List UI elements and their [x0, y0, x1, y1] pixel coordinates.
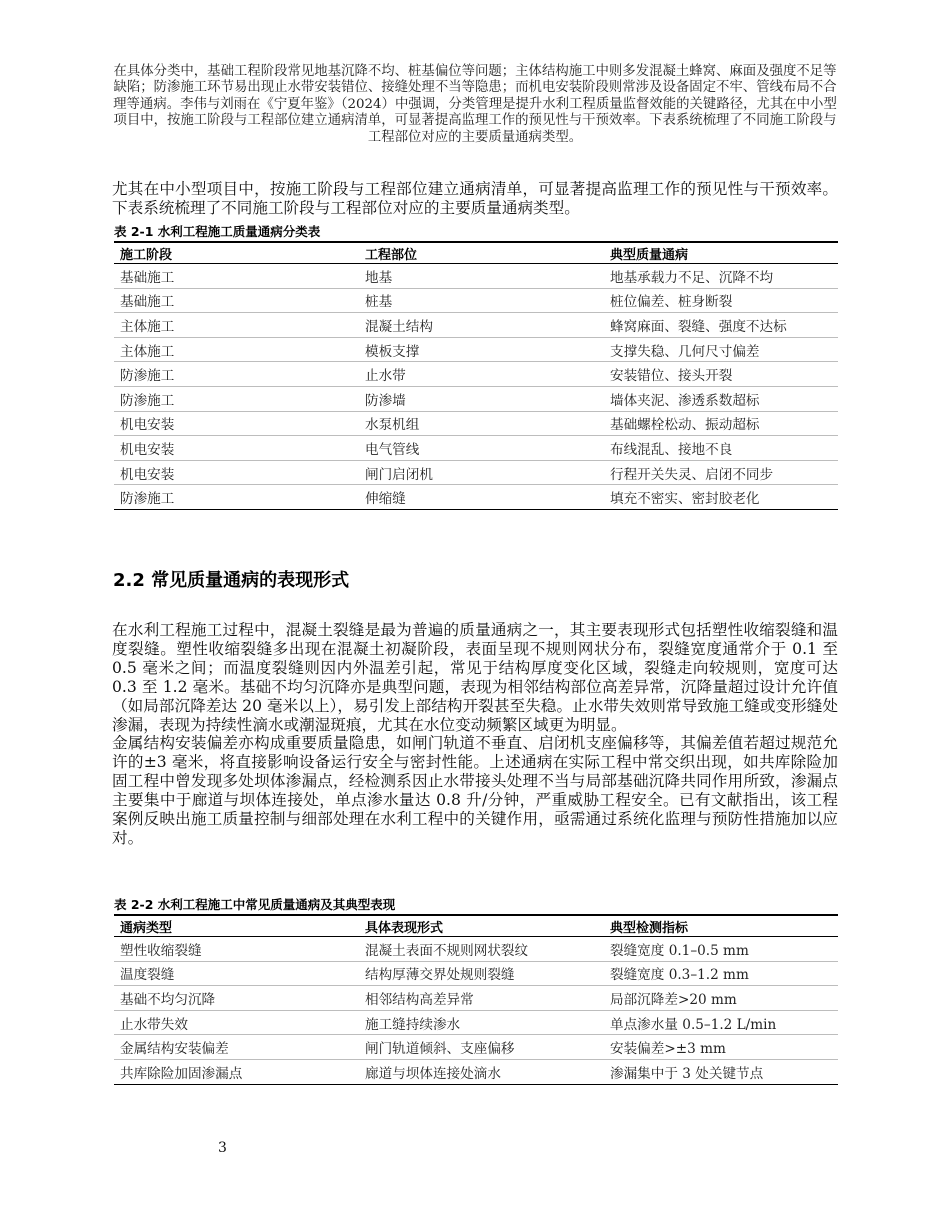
section-heading: 2.2 常见质量通病的表现形式 — [113, 570, 350, 591]
table-row — [114, 1035, 838, 1060]
table-row — [114, 264, 838, 289]
table-cell: 基础施工 — [114, 288, 359, 313]
column-header: 施工阶段 — [114, 242, 359, 264]
table-cell: 金属结构安装偏差 — [114, 1035, 359, 1060]
intro-paragraph-text: 尤其在中小型项目中，按施工阶段与工程部位建立通病清单，可显著提高监理工作的预见性与干预效率。下表系统梳理了不同施工阶段与工程部位对应的主要质量通病类型。 — [112, 180, 838, 217]
table-cell: 防渗施工 — [114, 362, 359, 387]
table-cell: 行程开关失灵、启闭不同步 — [604, 460, 838, 485]
column-header: 典型质量通病 — [604, 242, 838, 264]
column-header: 具体表现形式 — [359, 915, 604, 937]
table-common-defects-manifestation — [114, 914, 838, 1085]
table-cell: 机电安装 — [114, 411, 359, 436]
table-cell: 廊道与坝体连接处滴水 — [359, 1059, 604, 1084]
table-row — [114, 337, 838, 362]
table-cell: 闸门轨道倾斜、支座偏移 — [359, 1035, 604, 1060]
table-cell: 桩位偏差、桩身断裂 — [604, 288, 838, 313]
table-cell: 混凝土结构 — [359, 313, 604, 338]
table-cell: 蜂窝麻面、裂缝、强度不达标 — [604, 313, 838, 338]
table-cell: 局部沉降差>20 mm — [604, 986, 838, 1011]
table-cell: 裂缝宽度 0.1–0.5 mm — [604, 937, 838, 962]
table-cell: 结构厚薄交界处规则裂缝 — [359, 961, 604, 986]
table-row — [114, 460, 838, 485]
table-cell: 布线混乱、接地不良 — [604, 436, 838, 461]
table-row — [114, 1059, 838, 1084]
table2-caption: 表 2-2 水利工程施工中常见质量通病及其典型表现 — [114, 897, 396, 912]
table-quality-defect-classification — [114, 241, 838, 510]
table-cell: 塑性收缩裂缝 — [114, 937, 359, 962]
table-row — [114, 961, 838, 986]
table-cell: 止水带 — [359, 362, 604, 387]
table-cell: 安装错位、接头开裂 — [604, 362, 838, 387]
table-cell: 地基 — [359, 264, 604, 289]
table-row — [114, 436, 838, 461]
table-cell: 伸缩缝 — [359, 485, 604, 510]
table-cell: 止水带失效 — [114, 1010, 359, 1035]
table-cell: 墙体夹泥、渗透系数超标 — [604, 386, 838, 411]
table-cell: 混凝土表面不规则网状裂纹 — [359, 937, 604, 962]
table-cell: 施工缝持续渗水 — [359, 1010, 604, 1035]
table-row — [114, 937, 838, 962]
table-header-row — [114, 915, 838, 937]
page-number: 3 — [218, 1140, 227, 1156]
table-cell: 主体施工 — [114, 337, 359, 362]
table-cell: 裂缝宽度 0.3–1.2 mm — [604, 961, 838, 986]
table-cell: 渗漏集中于 3 处关键节点 — [604, 1059, 838, 1084]
column-header: 工程部位 — [359, 242, 604, 264]
paragraph-metal-structure: 金属结构安装偏差亦构成重要质量隐患，如闸门轨道不垂直、启闭机支座偏移等，其偏差值若超过规范允许的±3 毫米，将直接影响设备运行安全与密封性能。上述通病在实际工程中常交织出现，如共库除险加固工程中曾发现多处坝体渗漏点，经检测系因止水带接头处理不当与局部基础沉降共同作用所致，渗漏点主要集中于廊道与坝体连接处，单点渗水量达 0.8 升/分钟，严重威胁工程安全。已有文献指出，该工程案例反映出施工质量控制与细部处理在水利工程中的关键作用，亟需通过系统化监理与预防性措施加以应对。 — [112, 734, 838, 847]
table-cell: 相邻结构高差异常 — [359, 986, 604, 1011]
paragraph-concrete-cracks: 在水利工程施工过程中，混凝土裂缝是最为普遍的质量通病之一，其主要表现形式包括塑性收缩裂缝和温度裂缝。塑性收缩裂缝多出现在混凝土初凝阶段，表面呈现不规则网状分布，裂缝宽度通常介于 0.1 至 0.5 毫米之间；而温度裂缝则因内外温差引起，常见于结构厚度变化区域，裂缝走向较规则，宽度可达 0.3 至 1.2 毫米。基础不均匀沉降亦是典型问题，表现为相邻结构部位高差异常，沉降量超过设计允许值（如局部沉降差达 20 毫米以上），易引发上部结构开裂甚至失稳。止水带失效则常导致施工缝或变形缝处渗漏，表现为持续性滴水或潮湿斑痕，尤其在水位变动频繁区域更为明显。 — [112, 621, 838, 734]
body-paragraphs — [112, 621, 838, 848]
table-cell: 防渗墙 — [359, 386, 604, 411]
table-cell: 基础螺栓松动、振动超标 — [604, 411, 838, 436]
table-cell: 基础施工 — [114, 264, 359, 289]
table-cell: 防渗施工 — [114, 485, 359, 510]
table-cell: 电气管线 — [359, 436, 604, 461]
table-row — [114, 485, 838, 510]
table-header-row — [114, 242, 838, 264]
intro-paragraph — [112, 180, 838, 218]
table-cell: 支撑失稳、几何尺寸偏差 — [604, 337, 838, 362]
table-cell: 主体施工 — [114, 313, 359, 338]
table-cell: 填充不密实、密封胶老化 — [604, 485, 838, 510]
column-header: 通病类型 — [114, 915, 359, 937]
table-row — [114, 362, 838, 387]
table-row — [114, 386, 838, 411]
table-cell: 基础不均匀沉降 — [114, 986, 359, 1011]
column-header: 典型检测指标 — [604, 915, 838, 937]
table-row — [114, 411, 838, 436]
table-row — [114, 986, 838, 1011]
table-cell: 机电安装 — [114, 460, 359, 485]
table-cell: 单点渗水量 0.5–1.2 L/min — [604, 1010, 838, 1035]
table1-caption: 表 2-1 水利工程施工质量通病分类表 — [114, 224, 321, 239]
table-cell: 机电安装 — [114, 436, 359, 461]
table-row — [114, 1010, 838, 1035]
intro-quote: 在具体分类中，基础工程阶段常见地基沉降不均、桩基偏位等问题；主体结构施工中则多发混凝土蜂窝、麻面及强度不足等缺陷；防渗施工环节易出现止水带安装错位、接缝处理不当等隐患；而机电安装阶段则常涉及设备固定不牢、管线布局不合理等通病。李伟与刘雨在《宁夏年鉴》（2024）中强调，分类管理是提升水利工程质量监督效能的关键路径，尤其在中小型项目中，按施工阶段与工程部位建立通病清单，可显著提高监理工作的预见性与干预效率。下表系统梳理了不同施工阶段与工程部位对应的主要质量通病类型。 — [113, 64, 837, 145]
table-cell: 闸门启闭机 — [359, 460, 604, 485]
table-cell: 水泵机组 — [359, 411, 604, 436]
table-cell: 安装偏差>±3 mm — [604, 1035, 838, 1060]
table-cell: 共库除险加固渗漏点 — [114, 1059, 359, 1084]
table-cell: 地基承载力不足、沉降不均 — [604, 264, 838, 289]
table-cell: 防渗施工 — [114, 386, 359, 411]
table-cell: 模板支撑 — [359, 337, 604, 362]
table-cell: 桩基 — [359, 288, 604, 313]
table-cell: 温度裂缝 — [114, 961, 359, 986]
table-row — [114, 288, 838, 313]
table-row — [114, 313, 838, 338]
